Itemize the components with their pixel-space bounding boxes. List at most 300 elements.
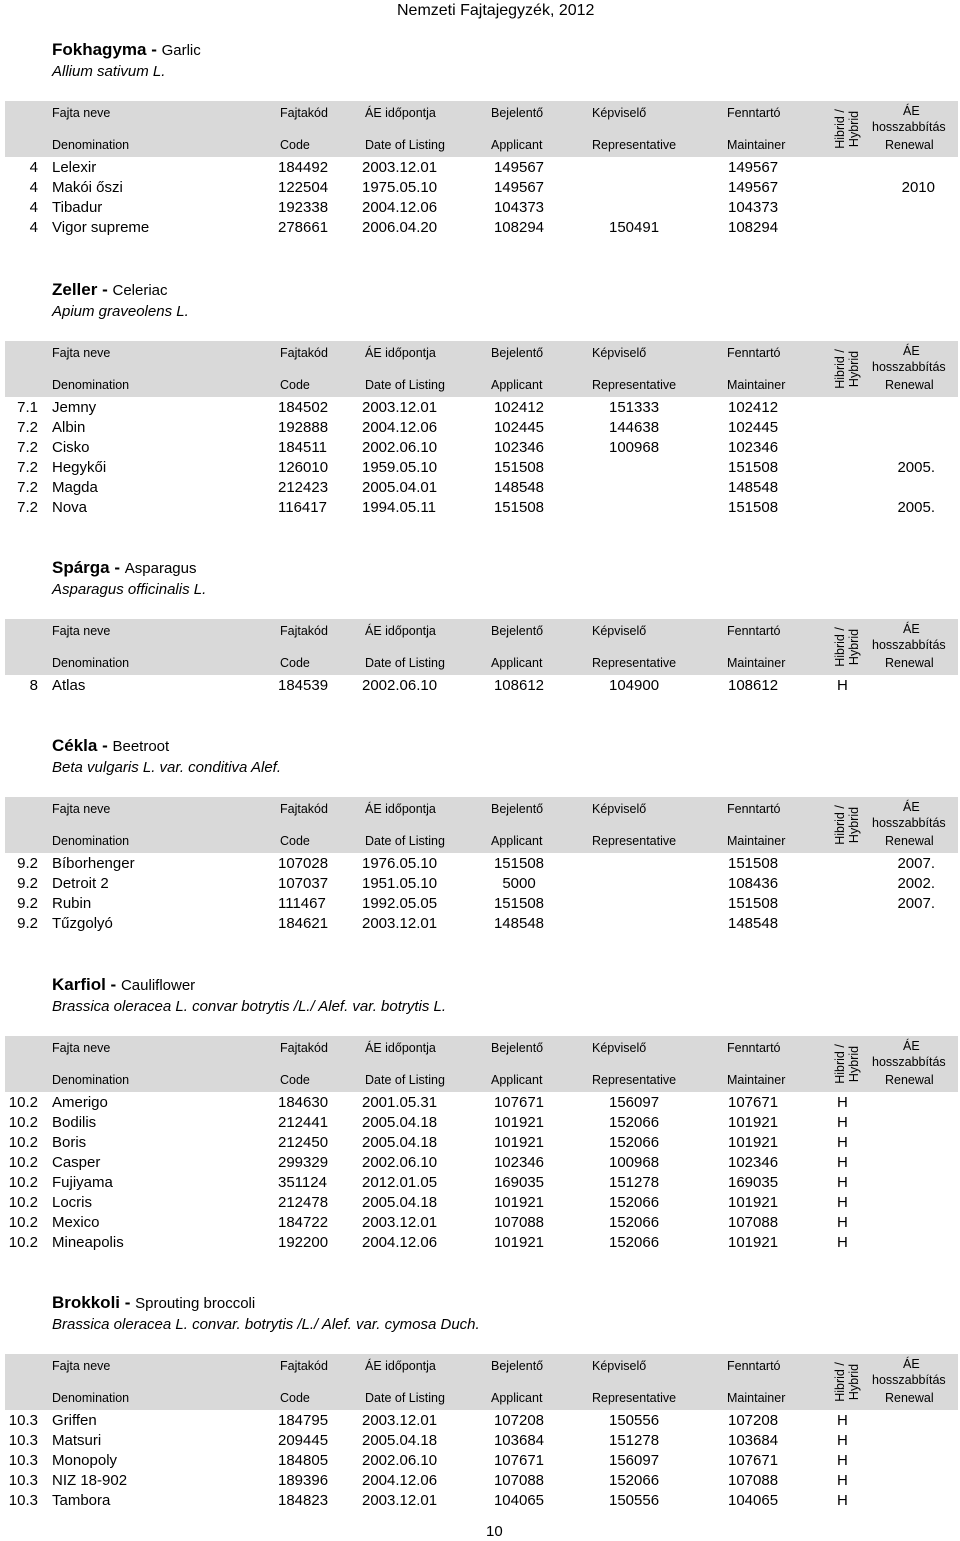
col-maintainer-en: Maintainer bbox=[727, 656, 786, 670]
species-name-hu: Fokhagyma - bbox=[52, 40, 157, 59]
applicant-cell: 101921 bbox=[493, 1194, 545, 1211]
col-name-hu: Fajta neve bbox=[52, 106, 111, 120]
col-applicant-en: Applicant bbox=[491, 656, 543, 670]
denomination-cell: Griffen bbox=[52, 1412, 97, 1429]
col-applicant-en: Applicant bbox=[491, 834, 543, 848]
date-cell: 1951.05.10 bbox=[362, 875, 438, 892]
col-hybrid bbox=[823, 623, 871, 671]
denomination-cell: Bíborhenger bbox=[52, 855, 135, 872]
representative-cell: 152066 bbox=[609, 1114, 660, 1131]
col-code-en: Code bbox=[280, 656, 310, 670]
table-row bbox=[0, 419, 960, 439]
group-cell: 7.2 bbox=[17, 499, 38, 516]
code-cell: 212450 bbox=[278, 1134, 329, 1151]
col-renewal-2: hosszabbítás bbox=[872, 816, 946, 830]
species-section bbox=[0, 280, 960, 536]
denomination-cell: Rubin bbox=[52, 895, 92, 912]
hybrid-cell: H bbox=[837, 1154, 848, 1171]
code-cell: 184823 bbox=[278, 1492, 329, 1509]
col-name-en: Denomination bbox=[52, 1073, 130, 1087]
date-cell: 2005.04.18 bbox=[362, 1114, 438, 1131]
col-maintainer-hu: Fenntartó bbox=[727, 802, 781, 816]
col-hybrid bbox=[823, 1358, 871, 1406]
table-row bbox=[0, 499, 960, 519]
denomination-cell: Vigor supreme bbox=[52, 219, 150, 236]
col-applicant-en: Applicant bbox=[491, 1391, 543, 1405]
hybrid-cell: H bbox=[837, 1134, 848, 1151]
applicant-cell: 104373 bbox=[493, 199, 545, 216]
col-date-hu: ÁE időpontja bbox=[365, 1359, 436, 1373]
denomination-cell: Mineapolis bbox=[52, 1234, 124, 1251]
denomination-cell: Tűzgolyó bbox=[52, 915, 113, 932]
code-cell: 107037 bbox=[278, 875, 329, 892]
code-cell: 184492 bbox=[278, 159, 329, 176]
applicant-cell: 5000 bbox=[502, 875, 536, 892]
representative-cell: 150556 bbox=[609, 1492, 660, 1509]
denomination-cell: Amerigo bbox=[52, 1094, 108, 1111]
col-code-hu: Fajtakód bbox=[280, 802, 328, 816]
col-representative-hu: Képviselő bbox=[592, 624, 647, 638]
col-representative-en: Representative bbox=[592, 834, 677, 848]
species-latin-name: Asparagus officinalis L. bbox=[52, 581, 207, 598]
denomination-cell: Magda bbox=[52, 479, 98, 496]
table-row bbox=[0, 1432, 960, 1452]
table-row bbox=[0, 219, 960, 239]
col-date-hu: ÁE időpontja bbox=[365, 346, 436, 360]
date-cell: 2002.06.10 bbox=[362, 439, 438, 456]
table-row bbox=[0, 1412, 960, 1432]
date-cell: 1959.05.10 bbox=[362, 459, 438, 476]
species-latin-name: Brassica oleracea L. convar. botrytis /L./ Alef. var. cymosa Duch. bbox=[52, 1316, 480, 1333]
col-representative-en: Representative bbox=[592, 378, 677, 392]
renewal-cell: 2010 bbox=[901, 179, 935, 196]
col-date-hu: ÁE időpontja bbox=[365, 802, 436, 816]
code-cell: 192888 bbox=[278, 419, 329, 436]
representative-cell: 156097 bbox=[609, 1094, 660, 1111]
denomination-cell: Cisko bbox=[52, 439, 90, 456]
table-row bbox=[0, 1234, 960, 1254]
species-name-hu: Zeller - bbox=[52, 280, 108, 299]
col-applicant-hu: Bejelentő bbox=[491, 1041, 544, 1055]
denomination-cell: Tambora bbox=[52, 1492, 111, 1509]
date-cell: 2003.12.01 bbox=[362, 159, 438, 176]
page-number: 10 bbox=[486, 1523, 503, 1540]
date-cell: 2002.06.10 bbox=[362, 1154, 438, 1171]
col-date-hu: ÁE időpontja bbox=[365, 1041, 436, 1055]
col-representative-en: Representative bbox=[592, 1391, 677, 1405]
species-name-en: Celeriac bbox=[112, 282, 168, 299]
maintainer-cell: 104065 bbox=[728, 1492, 779, 1509]
renewal-cell: 2007. bbox=[897, 855, 935, 872]
col-hybrid bbox=[823, 105, 871, 153]
table-row bbox=[0, 875, 960, 895]
code-cell: 212478 bbox=[278, 1194, 329, 1211]
col-maintainer-hu: Fenntartó bbox=[727, 346, 781, 360]
col-name-hu: Fajta neve bbox=[52, 1041, 111, 1055]
col-code-hu: Fajtakód bbox=[280, 1041, 328, 1055]
applicant-cell: 101921 bbox=[493, 1134, 545, 1151]
date-cell: 2006.04.20 bbox=[362, 219, 438, 236]
date-cell: 2003.12.01 bbox=[362, 399, 438, 416]
maintainer-cell: 107088 bbox=[728, 1214, 779, 1231]
hybrid-cell: H bbox=[837, 1452, 848, 1469]
maintainer-cell: 102412 bbox=[728, 399, 779, 416]
hybrid-cell: H bbox=[837, 677, 848, 694]
col-renewal-3: Renewal bbox=[885, 378, 934, 392]
date-cell: 2005.04.18 bbox=[362, 1432, 438, 1449]
hybrid-cell: H bbox=[837, 1492, 848, 1509]
col-maintainer-en: Maintainer bbox=[727, 378, 786, 392]
species-section bbox=[0, 1293, 960, 1529]
applicant-cell: 151508 bbox=[493, 499, 545, 516]
species-name-en: Beetroot bbox=[112, 738, 170, 755]
representative-cell: 100968 bbox=[609, 439, 660, 456]
col-hybrid-label: Hibrid / Hybrid bbox=[833, 349, 861, 389]
col-maintainer-en: Maintainer bbox=[727, 138, 786, 152]
applicant-cell: 101921 bbox=[493, 1234, 545, 1251]
group-cell: 9.2 bbox=[17, 895, 38, 912]
maintainer-cell: 148548 bbox=[728, 915, 779, 932]
col-maintainer-en: Maintainer bbox=[727, 834, 786, 848]
table-row bbox=[0, 159, 960, 179]
species-name-en: Cauliflower bbox=[120, 977, 196, 994]
renewal-cell: 2007. bbox=[897, 895, 935, 912]
table-header bbox=[5, 619, 958, 675]
renewal-cell: 2002. bbox=[897, 875, 935, 892]
group-cell: 10.3 bbox=[8, 1452, 38, 1469]
code-cell: 209445 bbox=[278, 1432, 329, 1449]
species-section bbox=[0, 558, 960, 714]
col-name-hu: Fajta neve bbox=[52, 1359, 111, 1373]
table-row bbox=[0, 1492, 960, 1512]
maintainer-cell: 107088 bbox=[728, 1472, 779, 1489]
denomination-cell: Atlas bbox=[52, 677, 86, 694]
col-code-en: Code bbox=[280, 138, 310, 152]
col-code-hu: Fajtakód bbox=[280, 106, 328, 120]
col-applicant-en: Applicant bbox=[491, 378, 543, 392]
group-cell: 4 bbox=[29, 179, 38, 196]
col-applicant-hu: Bejelentő bbox=[491, 346, 544, 360]
representative-cell: 151278 bbox=[609, 1432, 660, 1449]
applicant-cell: 151508 bbox=[493, 459, 545, 476]
col-name-hu: Fajta neve bbox=[52, 802, 111, 816]
table-row bbox=[0, 459, 960, 479]
running-header: Nemzeti Fajtajegyzék, 2012 bbox=[397, 2, 595, 19]
col-hybrid bbox=[823, 1040, 871, 1088]
col-renewal-3: Renewal bbox=[885, 1073, 934, 1087]
table-header bbox=[5, 1354, 958, 1410]
col-hybrid-label: Hibrid / Hybrid bbox=[833, 1362, 861, 1402]
col-date-en: Date of Listing bbox=[365, 378, 445, 392]
hybrid-cell: H bbox=[837, 1412, 848, 1429]
col-code-hu: Fajtakód bbox=[280, 346, 328, 360]
applicant-cell: 103684 bbox=[493, 1432, 545, 1449]
code-cell: 184539 bbox=[278, 677, 329, 694]
representative-cell: 100968 bbox=[609, 1154, 660, 1171]
table-row bbox=[0, 479, 960, 499]
maintainer-cell: 108612 bbox=[728, 677, 779, 694]
species-latin-name: Beta vulgaris L. var. conditiva Alef. bbox=[52, 759, 281, 776]
maintainer-cell: 102346 bbox=[728, 439, 779, 456]
applicant-cell: 148548 bbox=[493, 915, 545, 932]
group-cell: 4 bbox=[29, 159, 38, 176]
representative-cell: 156097 bbox=[609, 1452, 660, 1469]
col-maintainer-hu: Fenntartó bbox=[727, 106, 781, 120]
applicant-cell: 107088 bbox=[493, 1472, 545, 1489]
maintainer-cell: 149567 bbox=[728, 179, 779, 196]
table-row bbox=[0, 1094, 960, 1114]
col-renewal-2: hosszabbítás bbox=[872, 360, 946, 374]
code-cell: 184795 bbox=[278, 1412, 329, 1429]
applicant-cell: 107088 bbox=[493, 1214, 545, 1231]
code-cell: 212423 bbox=[278, 479, 329, 496]
col-renewal-1: ÁE bbox=[903, 800, 920, 814]
hybrid-cell: H bbox=[837, 1174, 848, 1191]
applicant-cell: 107208 bbox=[493, 1412, 545, 1429]
col-renewal-3: Renewal bbox=[885, 138, 934, 152]
maintainer-cell: 102346 bbox=[728, 1154, 779, 1171]
denomination-cell: Nova bbox=[52, 499, 88, 516]
date-cell: 1976.05.10 bbox=[362, 855, 438, 872]
denomination-cell: Bodilis bbox=[52, 1114, 97, 1131]
col-maintainer-hu: Fenntartó bbox=[727, 1041, 781, 1055]
group-cell: 9.2 bbox=[17, 875, 38, 892]
group-cell: 9.2 bbox=[17, 915, 38, 932]
table-row bbox=[0, 199, 960, 219]
maintainer-cell: 151508 bbox=[728, 499, 779, 516]
col-date-en: Date of Listing bbox=[365, 1073, 445, 1087]
applicant-cell: 108294 bbox=[493, 219, 545, 236]
group-cell: 10.2 bbox=[8, 1154, 38, 1171]
code-cell: 184630 bbox=[278, 1094, 329, 1111]
maintainer-cell: 149567 bbox=[728, 159, 779, 176]
maintainer-cell: 101921 bbox=[728, 1114, 779, 1131]
species-title bbox=[52, 736, 169, 756]
applicant-cell: 149567 bbox=[493, 179, 545, 196]
col-date-en: Date of Listing bbox=[365, 834, 445, 848]
col-renewal-2: hosszabbítás bbox=[872, 120, 946, 134]
code-cell: 184502 bbox=[278, 399, 329, 416]
col-hybrid bbox=[823, 801, 871, 849]
species-latin-name: Apium graveolens L. bbox=[52, 303, 189, 320]
maintainer-cell: 102445 bbox=[728, 419, 779, 436]
species-title bbox=[52, 558, 196, 578]
species-name-hu: Cékla - bbox=[52, 736, 108, 755]
col-renewal-1: ÁE bbox=[903, 344, 920, 358]
date-cell: 2003.12.01 bbox=[362, 1214, 438, 1231]
hybrid-cell: H bbox=[837, 1194, 848, 1211]
date-cell: 2004.12.06 bbox=[362, 199, 438, 216]
date-cell: 2005.04.18 bbox=[362, 1134, 438, 1151]
applicant-cell: 104065 bbox=[493, 1492, 545, 1509]
col-name-hu: Fajta neve bbox=[52, 346, 111, 360]
group-cell: 10.2 bbox=[8, 1114, 38, 1131]
col-renewal-3: Renewal bbox=[885, 656, 934, 670]
col-applicant-hu: Bejelentő bbox=[491, 1359, 544, 1373]
col-representative-en: Representative bbox=[592, 656, 677, 670]
code-cell: 122504 bbox=[278, 179, 329, 196]
applicant-cell: 108612 bbox=[493, 677, 545, 694]
representative-cell: 152066 bbox=[609, 1234, 660, 1251]
denomination-cell: Tibadur bbox=[52, 199, 103, 216]
species-name-en: Sprouting broccoli bbox=[135, 1295, 256, 1312]
col-code-en: Code bbox=[280, 834, 310, 848]
col-hybrid-label: Hibrid / Hybrid bbox=[833, 627, 861, 667]
applicant-cell: 149567 bbox=[493, 159, 545, 176]
denomination-cell: Makói őszi bbox=[52, 179, 123, 196]
col-applicant-hu: Bejelentő bbox=[491, 106, 544, 120]
representative-cell: 144638 bbox=[609, 419, 660, 436]
col-renewal-2: hosszabbítás bbox=[872, 1373, 946, 1387]
date-cell: 2005.04.01 bbox=[362, 479, 438, 496]
maintainer-cell: 101921 bbox=[728, 1134, 779, 1151]
denomination-cell: NIZ 18-902 bbox=[52, 1472, 128, 1489]
representative-cell: 152066 bbox=[609, 1472, 660, 1489]
col-date-hu: ÁE időpontja bbox=[365, 106, 436, 120]
code-cell: 126010 bbox=[278, 459, 329, 476]
group-cell: 7.2 bbox=[17, 459, 38, 476]
date-cell: 1994.05.11 bbox=[362, 499, 436, 516]
species-latin-name: Brassica oleracea L. convar botrytis /L./ Alef. var. botrytis L. bbox=[52, 998, 447, 1015]
group-cell: 10.2 bbox=[8, 1134, 38, 1151]
date-cell: 2002.06.10 bbox=[362, 677, 438, 694]
denomination-cell: Monopoly bbox=[52, 1452, 118, 1469]
table-row bbox=[0, 1472, 960, 1492]
date-cell: 2003.12.01 bbox=[362, 1492, 438, 1509]
species-latin-name: Allium sativum L. bbox=[52, 63, 166, 80]
maintainer-cell: 151508 bbox=[728, 855, 779, 872]
col-date-en: Date of Listing bbox=[365, 656, 445, 670]
applicant-cell: 151508 bbox=[493, 895, 545, 912]
code-cell: 299329 bbox=[278, 1154, 329, 1171]
maintainer-cell: 104373 bbox=[728, 199, 779, 216]
table-header bbox=[5, 797, 958, 853]
species-title bbox=[52, 280, 168, 300]
maintainer-cell: 107208 bbox=[728, 1412, 779, 1429]
date-cell: 2003.12.01 bbox=[362, 915, 438, 932]
col-representative-hu: Képviselő bbox=[592, 802, 647, 816]
species-name-en: Garlic bbox=[161, 42, 201, 59]
date-cell: 2005.04.18 bbox=[362, 1194, 438, 1211]
maintainer-cell: 148548 bbox=[728, 479, 779, 496]
group-cell: 7.2 bbox=[17, 419, 38, 436]
maintainer-cell: 101921 bbox=[728, 1234, 779, 1251]
table-header bbox=[5, 1036, 958, 1092]
date-cell: 2002.06.10 bbox=[362, 1452, 438, 1469]
col-renewal-3: Renewal bbox=[885, 1391, 934, 1405]
code-cell: 212441 bbox=[278, 1114, 329, 1131]
date-cell: 2012.01.05 bbox=[362, 1174, 438, 1191]
col-maintainer-hu: Fenntartó bbox=[727, 624, 781, 638]
date-cell: 2001.05.31 bbox=[362, 1094, 438, 1111]
group-cell: 10.2 bbox=[8, 1214, 38, 1231]
denomination-cell: Casper bbox=[52, 1154, 101, 1171]
col-renewal-1: ÁE bbox=[903, 622, 920, 636]
col-maintainer-en: Maintainer bbox=[727, 1073, 786, 1087]
applicant-cell: 102346 bbox=[493, 1154, 545, 1171]
denomination-cell: Hegykői bbox=[52, 459, 107, 476]
hybrid-cell: H bbox=[837, 1094, 848, 1111]
col-code-en: Code bbox=[280, 378, 310, 392]
col-hybrid-label: Hibrid / Hybrid bbox=[833, 1044, 861, 1084]
maintainer-cell: 107671 bbox=[728, 1452, 779, 1469]
species-section bbox=[0, 736, 960, 952]
representative-cell: 152066 bbox=[609, 1194, 660, 1211]
table-header bbox=[5, 341, 958, 397]
col-code-en: Code bbox=[280, 1391, 310, 1405]
representative-cell: 151333 bbox=[609, 399, 660, 416]
maintainer-cell: 151508 bbox=[728, 459, 779, 476]
col-renewal-1: ÁE bbox=[903, 1039, 920, 1053]
representative-cell: 150491 bbox=[609, 219, 660, 236]
col-date-hu: ÁE időpontja bbox=[365, 624, 436, 638]
col-representative-hu: Képviselő bbox=[592, 1359, 647, 1373]
col-name-en: Denomination bbox=[52, 1391, 130, 1405]
representative-cell: 104900 bbox=[609, 677, 660, 694]
group-cell: 10.3 bbox=[8, 1472, 38, 1489]
group-cell: 10.2 bbox=[8, 1174, 38, 1191]
hybrid-cell: H bbox=[837, 1432, 848, 1449]
table-row bbox=[0, 399, 960, 419]
col-representative-hu: Képviselő bbox=[592, 346, 647, 360]
col-name-en: Denomination bbox=[52, 656, 130, 670]
col-renewal-1: ÁE bbox=[903, 1357, 920, 1371]
hybrid-cell: H bbox=[837, 1234, 848, 1251]
table-row bbox=[0, 1154, 960, 1174]
representative-cell: 152066 bbox=[609, 1134, 660, 1151]
denomination-cell: Matsuri bbox=[52, 1432, 102, 1449]
representative-cell: 152066 bbox=[609, 1214, 660, 1231]
denomination-cell: Jemny bbox=[52, 399, 97, 416]
representative-cell: 151278 bbox=[609, 1174, 660, 1191]
hybrid-cell: H bbox=[837, 1114, 848, 1131]
col-representative-en: Representative bbox=[592, 138, 677, 152]
species-title bbox=[52, 975, 195, 995]
species-name-en: Asparagus bbox=[124, 560, 197, 577]
species-section bbox=[0, 975, 960, 1271]
table-row bbox=[0, 1174, 960, 1194]
code-cell: 192200 bbox=[278, 1234, 329, 1251]
col-renewal-2: hosszabbítás bbox=[872, 638, 946, 652]
maintainer-cell: 107671 bbox=[728, 1094, 779, 1111]
date-cell: 2004.12.06 bbox=[362, 419, 438, 436]
group-cell: 7.2 bbox=[17, 439, 38, 456]
table-row bbox=[0, 1114, 960, 1134]
renewal-cell: 2005. bbox=[897, 459, 935, 476]
maintainer-cell: 169035 bbox=[728, 1174, 779, 1191]
col-maintainer-en: Maintainer bbox=[727, 1391, 786, 1405]
date-cell: 2004.12.06 bbox=[362, 1234, 438, 1251]
col-hybrid-label: Hibrid / Hybrid bbox=[833, 805, 861, 845]
col-applicant-hu: Bejelentő bbox=[491, 624, 544, 638]
code-cell: 192338 bbox=[278, 199, 329, 216]
col-renewal-2: hosszabbítás bbox=[872, 1055, 946, 1069]
species-name-hu: Spárga - bbox=[52, 558, 121, 577]
renewal-cell: 2005. bbox=[897, 499, 935, 516]
code-cell: 111467 bbox=[278, 895, 326, 912]
code-cell: 189396 bbox=[278, 1472, 329, 1489]
col-date-en: Date of Listing bbox=[365, 1391, 445, 1405]
col-hybrid-label: Hibrid / Hybrid bbox=[833, 109, 861, 149]
col-maintainer-hu: Fenntartó bbox=[727, 1359, 781, 1373]
code-cell: 116417 bbox=[278, 499, 327, 516]
table-row bbox=[0, 855, 960, 875]
col-representative-en: Representative bbox=[592, 1073, 677, 1087]
group-cell: 7.2 bbox=[17, 479, 38, 496]
col-code-hu: Fajtakód bbox=[280, 624, 328, 638]
table-header bbox=[5, 101, 958, 157]
code-cell: 184805 bbox=[278, 1452, 329, 1469]
